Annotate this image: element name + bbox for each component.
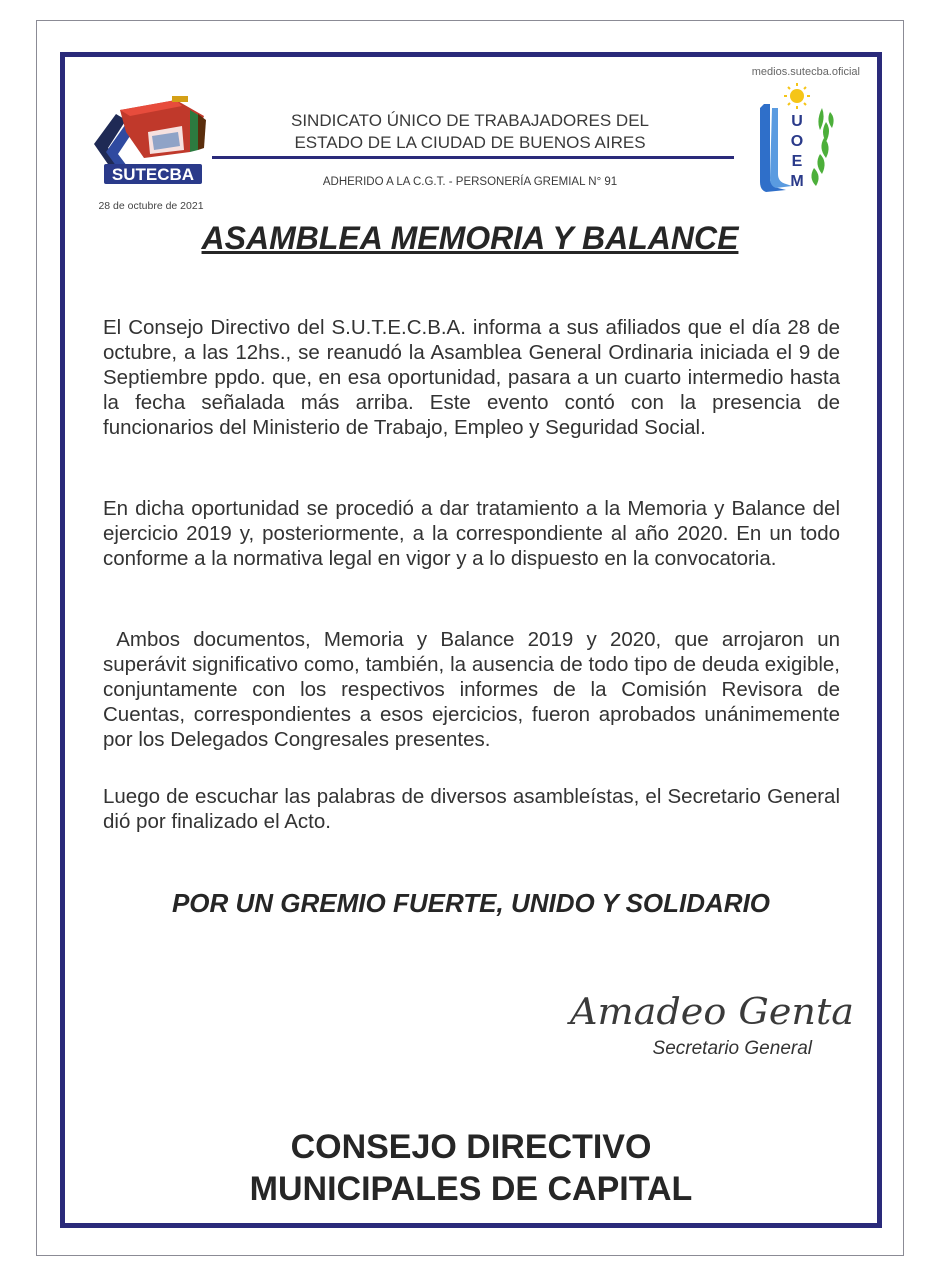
body-paragraph-3: Ambos documentos, Memoria y Balance 2019 y 2020, que arrojaron un superávit significativo como, también, la ausencia de todo tipo de deuda exigible, conjuntamente con los respectivos informes de la Comisión Revisora de Cuentas, correspondientes a esos ejercicios, fueron aprobados unánimemente por los Delegados Congresales presentes. bbox=[103, 628, 846, 751]
union-name-line2: ESTADO DE LA CIUDAD DE BUENOS AIRES bbox=[294, 133, 646, 152]
social-handle: medios.sutecba.oficial bbox=[751, 66, 860, 78]
handwritten-signature bbox=[566, 986, 858, 1042]
body-paragraph-1: El Consejo Directivo del S.U.T.E.C.B.A. informa a sus afiliados que el día 28 de octubre, a las 12hs., se reanudó la Asamblea General Ordinaria iniciada el 9 de Septiembre ppdo. que, en esa oportunidad, pasara a un cuarto intermedio hasta la fecha señalada más arriba. Este evento contó con la presencia de funcionarios del Ministerio de Trabajo, Empleo y Seguridad Social. bbox=[103, 316, 840, 439]
uoem-logo bbox=[756, 82, 838, 196]
sutecba-logo-text: SUTECBA bbox=[111, 165, 195, 184]
laurel-icon bbox=[811, 108, 833, 186]
body-paragraph-4: Luego de escuchar las palabras de diversos asambleístas, el Secretario General dió por finalizado el Acto. bbox=[103, 785, 840, 833]
uoem-letter-u: U bbox=[791, 113, 803, 130]
affiliation-text: ADHERIDO A LA C.G.T. - PERSONERÍA GREMIAL N° 91 bbox=[322, 176, 618, 188]
signature-name: Amadeo Genta bbox=[566, 992, 854, 1033]
uoem-letter-o: O bbox=[790, 133, 804, 150]
council-line1: CONSEJO DIRECTIVO bbox=[290, 1128, 652, 1166]
uoem-letter-e: E bbox=[791, 153, 803, 170]
uoem-letter-m: M bbox=[790, 173, 804, 190]
union-name bbox=[220, 110, 720, 154]
header-divider bbox=[212, 156, 734, 159]
union-name-line1: SINDICATO ÚNICO DE TRABAJADORES DEL bbox=[290, 111, 649, 130]
motto: POR UN GREMIO FUERTE, UNIDO Y SOLIDARIO bbox=[171, 888, 771, 918]
council-footer bbox=[100, 1126, 842, 1210]
body-paragraph-2: En dicha oportunidad se procedió a dar tratamiento a la Memoria y Balance del ejercicio 2019 y, posteriormente, a la correspondiente al año 2020. En un todo conforme a la normativa legal en vigor y a lo dispuesto en la convocatoria. bbox=[103, 497, 840, 570]
sun-icon bbox=[784, 83, 810, 109]
document-date: 28 de octubre de 2021 bbox=[98, 200, 204, 212]
council-line2: MUNICIPALES DE CAPITAL bbox=[249, 1170, 693, 1208]
signer-role: Secretario General bbox=[652, 1038, 812, 1059]
sutecba-logo bbox=[86, 92, 216, 192]
document-title: ASAMBLEA MEMORIA Y BALANCE bbox=[201, 220, 739, 256]
